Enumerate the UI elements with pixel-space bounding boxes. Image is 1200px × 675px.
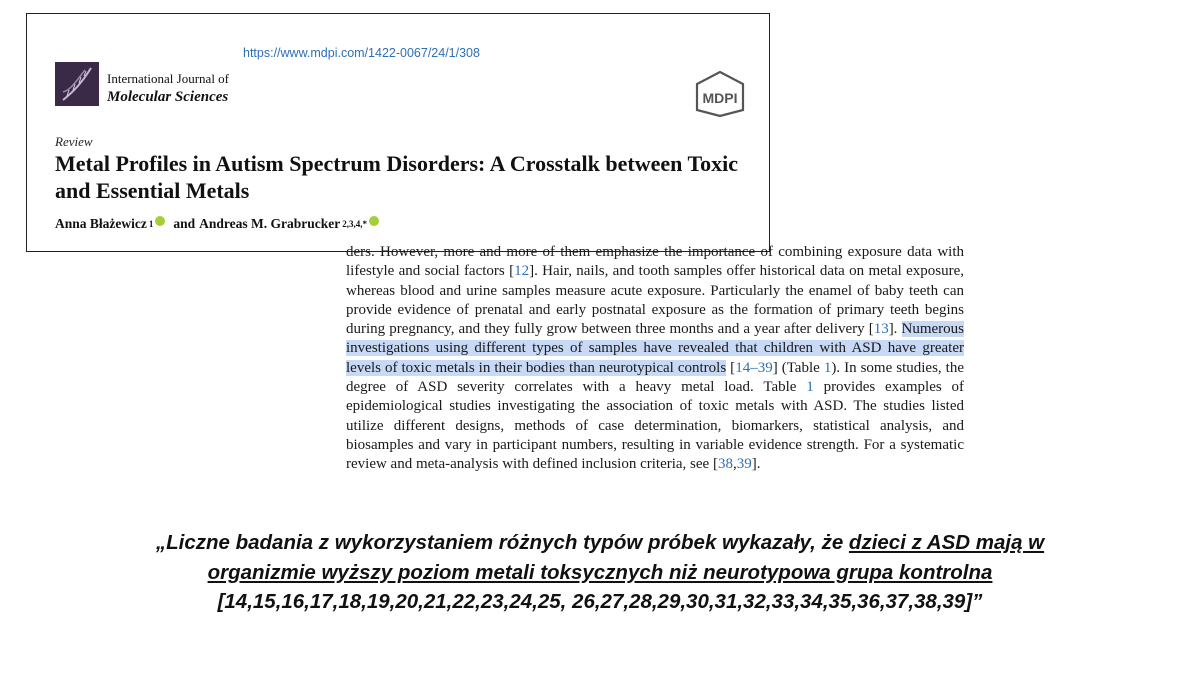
article-excerpt bbox=[346, 243, 964, 475]
journal-name-line1: International Journal of bbox=[107, 71, 230, 86]
excerpt-text: ]. bbox=[751, 456, 761, 473]
quote-text: [14,15,16,17,18,19,20,21,22,23,24,25, 26,27,28,29,30,31,32,33,34,35,36,37,38,39]” bbox=[217, 590, 983, 613]
excerpt-text: provides examples of epidemiological studies investigating the association of toxic metals with ASD. The studies listed utilize different designs, methods of case determination, biomarkers, statistical analysis, and biosamples and vary in participant numbers, resulting in variable evidence strength. For a systematic review and meta-analysis with defined inclusion criteria, see [ bbox=[346, 379, 964, 473]
citation-link[interactable]: 12 bbox=[514, 263, 530, 280]
orcid-icon[interactable] bbox=[369, 216, 379, 226]
mdpi-logo-icon bbox=[691, 70, 749, 118]
article-type: Review bbox=[55, 134, 93, 149]
excerpt-text: ] (Table bbox=[772, 359, 824, 376]
table-link[interactable]: 1 bbox=[806, 379, 814, 396]
excerpt-text: ders. However, more and more of them emphasize the importance of combining exposure data with lifestyle and social factors [ bbox=[346, 244, 964, 280]
excerpt-text: , bbox=[732, 456, 737, 473]
article-header-card bbox=[26, 13, 770, 252]
author-list bbox=[55, 216, 383, 232]
publisher-label: MDPI bbox=[702, 90, 738, 106]
excerpt-text: ). In some studies, the degree of ASD severity correlates with a heavy metal load. Table bbox=[346, 359, 965, 396]
citation-link[interactable]: 39 bbox=[736, 456, 752, 473]
citation-link[interactable]: 13 bbox=[873, 321, 889, 338]
excerpt-text: ]. Hair, nails, and tooth samples offer historical data on metal exposure, whereas blood and urine samples measure acute exposure. Particularly the enamel of baby teeth can provide evidence of prenatal and early postnatal exposure as the formation of primary teeth begins during pregnancy, and they fully grow between three months and a year after delivery [ bbox=[346, 263, 964, 338]
excerpt-text: [ bbox=[726, 359, 736, 376]
excerpt-text: ]. bbox=[888, 321, 902, 338]
orcid-icon[interactable] bbox=[155, 216, 165, 226]
author-name: Anna Błażewicz bbox=[55, 216, 147, 231]
doi-link[interactable]: https://www.mdpi.com/1422-0067/24/1/308 bbox=[243, 46, 480, 60]
author-affiliation: 2,3,4,* bbox=[342, 219, 368, 229]
author-affiliation: 1 bbox=[148, 219, 154, 229]
citation-link[interactable]: 38 bbox=[717, 456, 733, 473]
journal-name bbox=[107, 70, 229, 106]
quote-text: „Liczne badania z wykorzystaniem różnych typów próbek wykazały, że bbox=[155, 531, 849, 554]
author-name: Andreas M. Grabrucker bbox=[199, 216, 341, 231]
quote-underlined: dzieci z ASD mają w organizmie wyższy poziom metali toksycznych niż neurotypowa grupa kontrolna bbox=[207, 531, 1045, 584]
journal-name-line2: Molecular Sciences bbox=[107, 89, 229, 105]
citation-link[interactable]: 14–39 bbox=[735, 359, 773, 376]
article-title: Metal Profiles in Autism Spectrum Disorders: A Crosstalk between Toxic and Essential Metals bbox=[55, 151, 738, 203]
highlighted-sentence: Numerous investigations using different types of samples have revealed that children with ASD have greater levels of toxic metals in their bodies than neurotypical controls bbox=[346, 321, 964, 376]
table-link[interactable]: 1 bbox=[823, 359, 832, 376]
author-join: and bbox=[173, 216, 196, 231]
journal-logo-icon bbox=[55, 62, 99, 106]
polish-quote bbox=[140, 528, 1060, 617]
